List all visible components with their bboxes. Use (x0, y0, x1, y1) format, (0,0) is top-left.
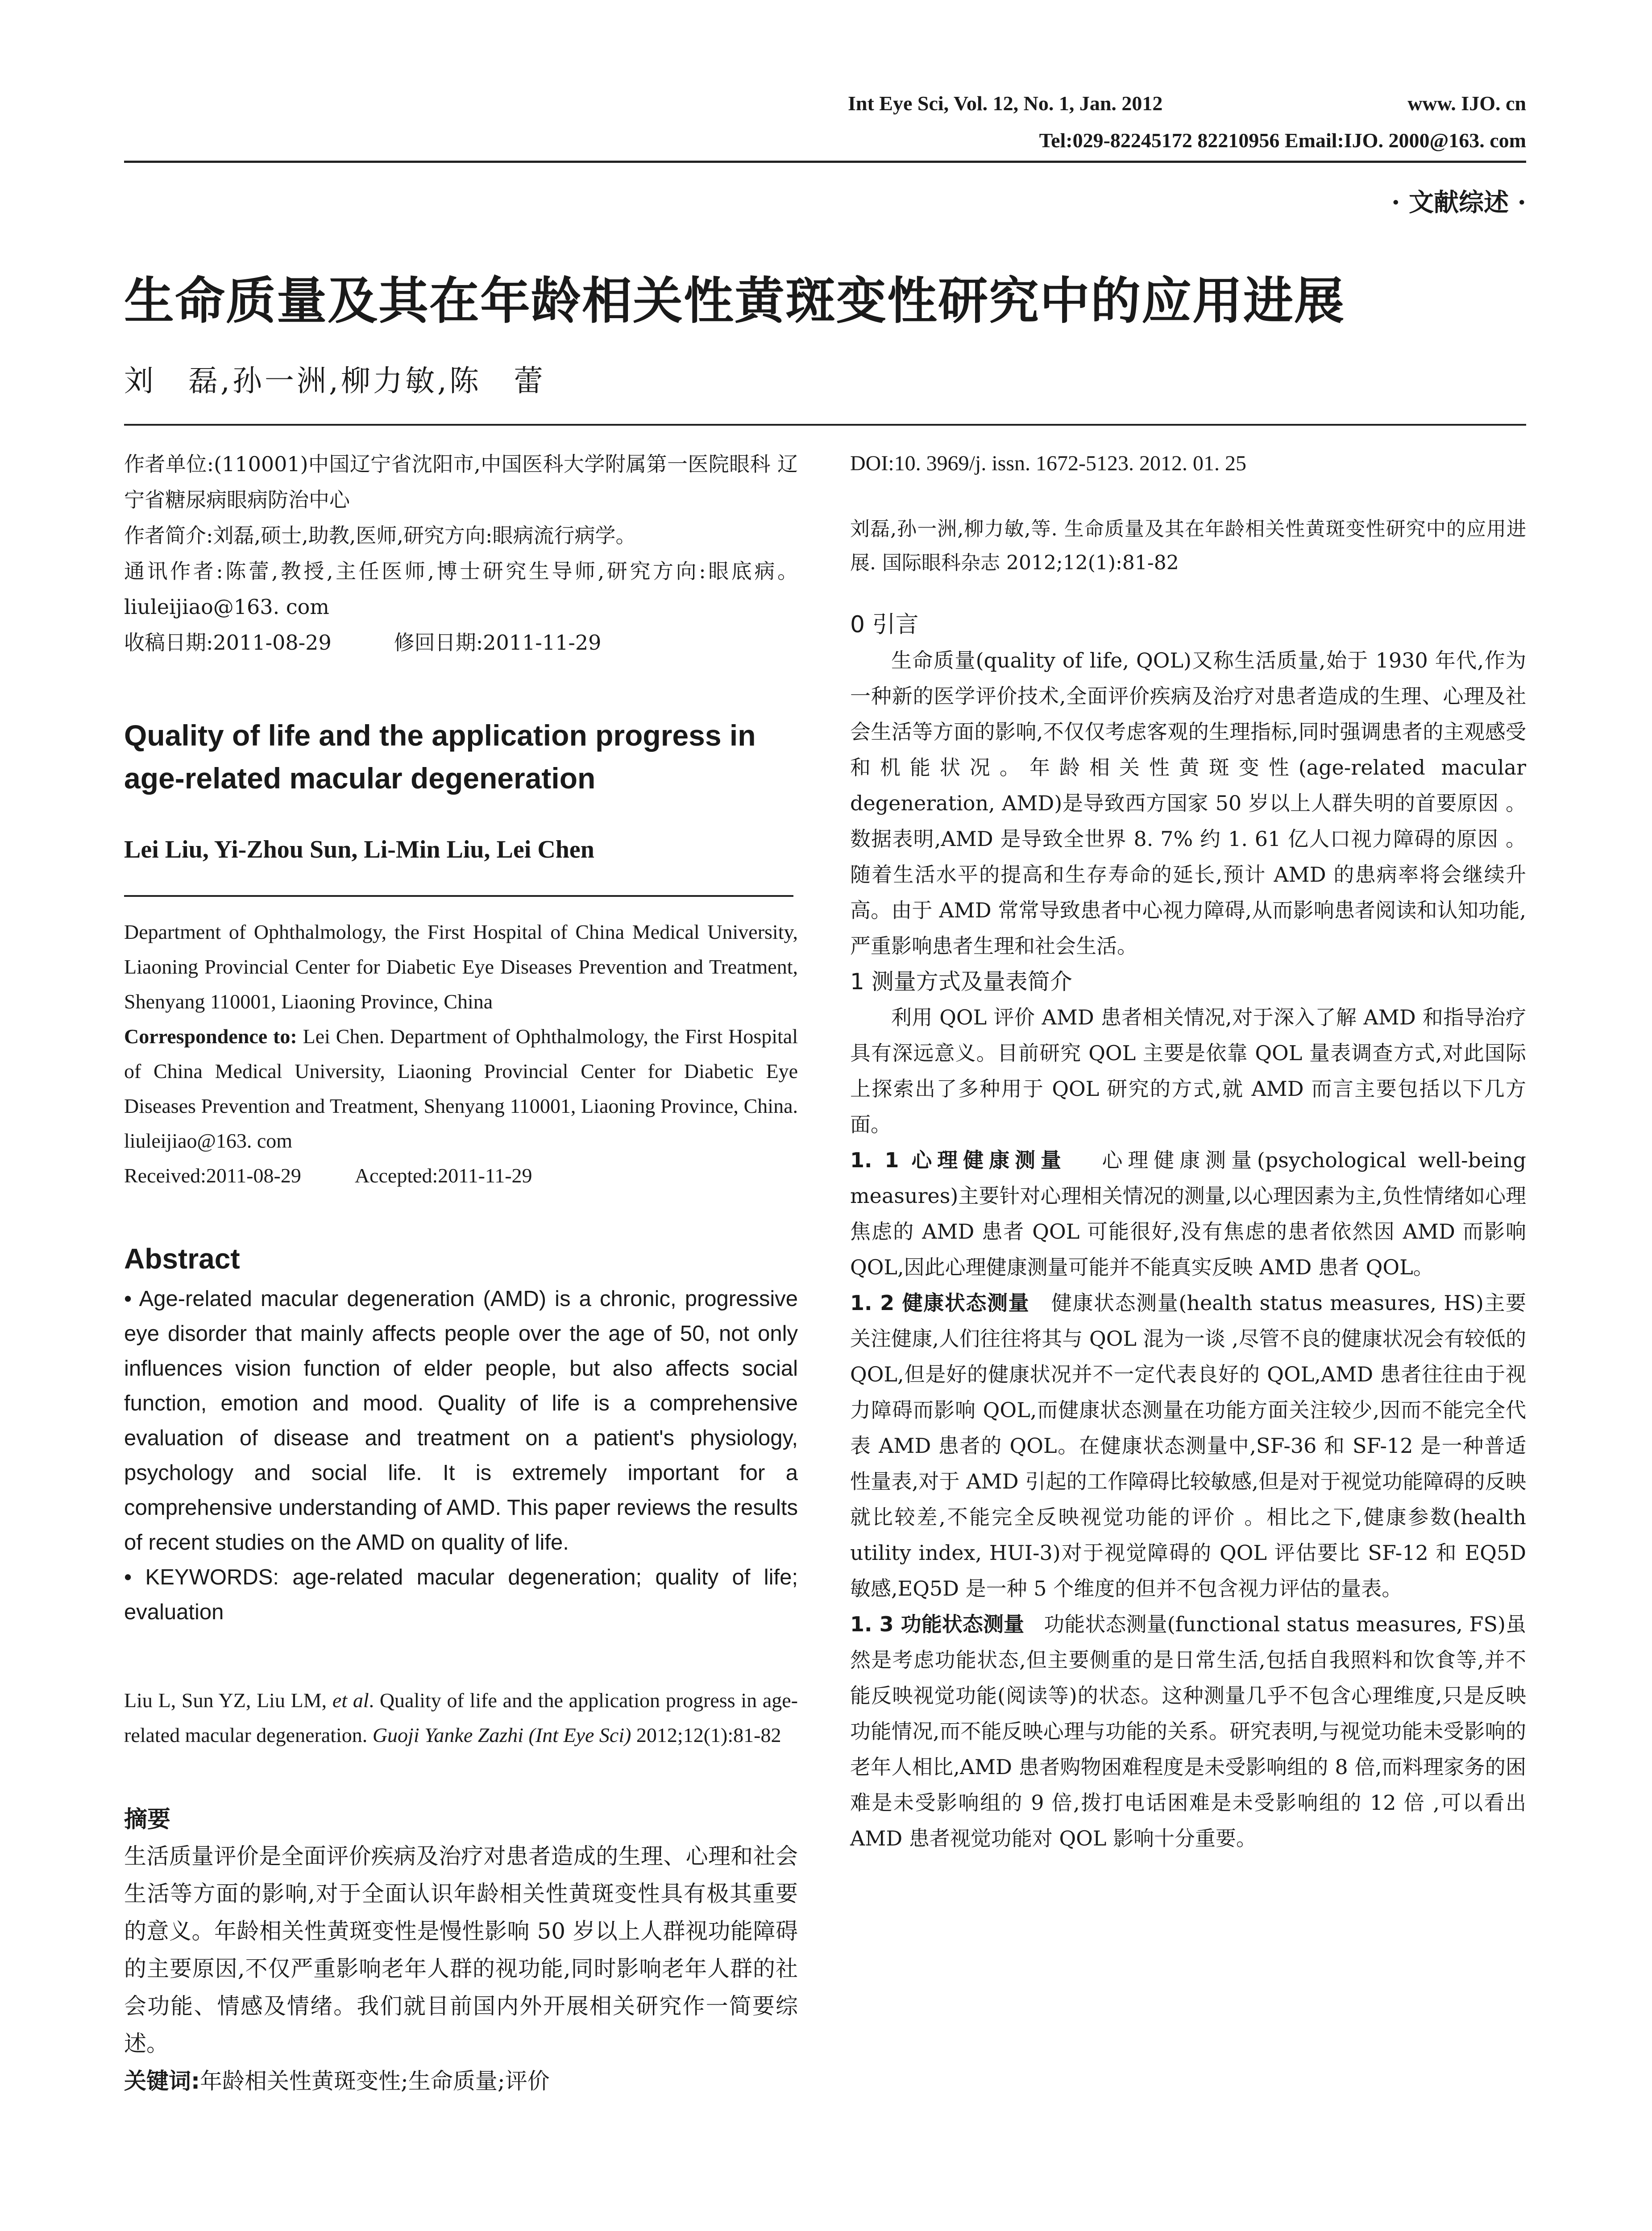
dates-cn (124, 625, 798, 660)
left-column (124, 446, 798, 2100)
correspondence-text: Lei Chen. Department of Ophthalmology, the First Hospital of China Medical University, Liaoning Provincial Center for Diabetic Eye Diseases Prevention and Treatment, Shenyang 110001, Liaoning Province, China. liuleijiao@163. com (124, 1025, 798, 1152)
authors-rule (124, 895, 793, 897)
section-1-2-text: 健康状态测量(health status measures, HS)主要关注健康,人们往往将其与 QOL 混为一谈 ,尽管不良的健康状况会有较低的 QOL,但是好的健康状况并不一定代表良好的 QOL,AMD 患者往往由于视力障碍而影响 QOL,而健康状态测量在功能方面关注较少,因而不能完全代表 AMD 患者的 QOL。在健康状态测量中,SF-36 和 SF-12 是一种普适性量表,对于 AMD 引起的工作障碍比较敏感,但是对于视觉功能障碍的反映就比较差,不能完全反映视觉功能的评价 。相比之下,健康参数(health utility index, HUI-3)对于视觉障碍的 QOL 评估要比 SF-12 和 EQ5D 敏感,EQ5D 是一种 5 个维度的但并不包含视力评估的量表。 (850, 1291, 1526, 1601)
doi: DOI:10. 3969/j. issn. 1672-5123. 2012. 01. 25 (850, 452, 1246, 475)
english-dates (124, 1158, 798, 1193)
article-title: 生命质量及其在年龄相关性黄斑变性研究中的应用进展 (124, 272, 1345, 330)
english-title: Quality of life and the application progress in age-related macular degeneration (124, 719, 756, 795)
citation-title: . Quality of life and the application progress in age-related macular degeneration. (124, 1689, 798, 1746)
section-1-2 (850, 1285, 1526, 1606)
citation-volume: 2012;12(1):81-82 (631, 1724, 781, 1746)
revised-date-cn: 修回日期:2011-11-29 (394, 630, 602, 655)
english-authors: Lei Liu, Yi-Zhou Sun, Li-Min Liu, Lei Chen (124, 836, 594, 863)
correspondence-label: Correspondence to: (124, 1025, 297, 1048)
author-bio-cn: 作者简介:刘磊,硕士,助教,医师,研究方向:眼病流行病学。 (124, 523, 636, 547)
right-column (850, 446, 1526, 1856)
article-category: · 文献综述 · (1391, 188, 1526, 217)
section-1-1-text: 心理健康测量(psychological well-being measures)主要针对心理相关情况的测量,以心理因素为主,负性情绪如心理焦虑的 AMD 患者 QOL 可能很好,没有焦虑的患者依然因 AMD 而影响 QOL,因此心理健康测量可能并不能真实反映 AMD 患者 QOL。 (850, 1148, 1526, 1279)
section-1-heading: 1 测量方式及量表简介 (850, 969, 1072, 995)
header-rule (124, 161, 1526, 163)
english-affiliation: Department of Ophthalmology, the First Hospital of China Medical University, Liaoning Provincial Center for Diabetic Eye Diseases Prevention and Treatment, Shenyang 110001, Liaoning Province, China (124, 921, 798, 1013)
chinese-keywords (124, 2062, 798, 2100)
section-1-text: 利用 QOL 评价 AMD 患者相关情况,对于深入了解 AMD 和指导治疗具有深远意义。目前研究 QOL 主要是依靠 QOL 量表调查方式,对此国际上探索出了多种用于 QOL 研究的方式,就 AMD 而言主要包括以下几方面。 (850, 1005, 1526, 1136)
section-1-2-heading: 1. 2 健康状态测量 (850, 1291, 1030, 1315)
affiliation-cn: 作者单位:(110001)中国辽宁省沈阳市,中国医科大学附属第一医院眼科 辽宁省糖尿病眼病防治中心 (124, 452, 798, 512)
abstract-text: • Age-related macular degeneration (AMD) is a chronic, progressive eye disorder that mainly affects people over the age of 50, not only influences vision function of elder people, but also affects social function, emotion and mood. Quality of life is a comprehensive evaluation of disease and treatment on a patient's physiology, psychology and social life. It is extremely important for a comprehensive understanding of AMD. This paper reviews the results of recent studies on the AMD on quality of life. (124, 1287, 798, 1555)
english-accepted: Accepted:2011-11-29 (354, 1164, 532, 1187)
chinese-abstract-heading: 摘要 (124, 1806, 171, 1833)
english-citation (124, 1683, 798, 1753)
chinese-citation: 刘磊,孙一洲,柳力敏,等. 生命质量及其在年龄相关性黄斑变性研究中的应用进展. 国际眼科杂志 2012;12(1):81-82 (850, 518, 1526, 574)
section-0-text: 生命质量(quality of life, QOL)又称生活质量,始于 1930 年代,作为一种新的医学评价技术,全面评价疾病及治疗对患者造成的生理、心理及社会生活等方面的影响,不仅仅考虑客观的生理指标,同时强调患者的主观感受和机能状况。年龄相关性黄斑变性(age-related macular degeneration, AMD)是导致西方国家 50 岁以上人群失明的首要原因 。数据表明,AMD 是导致全世界 8. 7% 约 1. 61 亿人口视力障碍的原因 。随着生活水平的提高和生存寿命的延长,预计 AMD 的患病率将会继续升高。由于 AMD 常常导致患者中心视力障碍,从而影响患者阅读和认知功能,严重影响患者生理和社会生活。 (850, 648, 1526, 958)
citation-journal: Guoji Yanke Zazhi (Int Eye Sci) (372, 1724, 631, 1746)
journal-header: Int Eye Sci, Vol. 12, No. 1, Jan. 2012 (848, 92, 1163, 115)
section-0-heading: 0 引言 (850, 611, 919, 638)
journal-website: www. IJO. cn (1407, 92, 1526, 115)
section-1-3-text: 功能状态测量(functional status measures, FS)虽然是考虑功能状态,但主要侧重的是日常生活,包括自我照料和饮食等,并不能反映视觉功能(阅读等)的状态。这种测量几乎不包含心理维度,只是反映功能情况,而不能反映心理与功能的关系。研究表明,与视觉功能未受影响的老年人相比,AMD 患者购物困难程度是未受影响组的 8 倍,而料理家务的困难是未受影响组的 9 倍,拨打电话困难是未受影响组的 12 倍 ,可以看出 AMD 患者视觉功能对 QOL 影响十分重要。 (850, 1612, 1526, 1850)
received-date-cn: 收稿日期:2011-08-29 (124, 630, 332, 655)
corresponding-author-cn: 通讯作者:陈蕾,教授,主任医师,博士研究生导师,研究方向:眼底病。liuleijiao@163. com (124, 559, 798, 619)
correspondence (124, 1019, 798, 1158)
section-1-3 (850, 1606, 1526, 1856)
chinese-abstract-text: 生活质量评价是全面评价疾病及治疗对患者造成的生理、心理和社会生活等方面的影响,对于全面认识年龄相关性黄斑变性具有极其重要的意义。年龄相关性黄斑变性是慢性影响 50 岁以上人群视功能障碍的主要原因,不仅严重影响老年人群的视功能,同时影响老年人群的社会功能、情感及情绪。我们就目前国内外开展相关研究作一简要综述。 (124, 1843, 798, 2057)
authors-cn: 刘 磊,孙一洲,柳力敏,陈 蕾 (124, 364, 546, 398)
citation-etal: et al (332, 1689, 369, 1712)
english-received: Received:2011-08-29 (124, 1164, 301, 1187)
citation-authors: Liu L, Sun YZ, Liu LM, (124, 1689, 332, 1712)
abstract-keywords: • KEYWORDS: age-related macular degeneration; quality of life; evaluation (124, 1565, 798, 1624)
chinese-keywords-label: 关键词: (124, 2068, 200, 2094)
section-1-1-heading: 1. 1 心理健康测量 (850, 1148, 1067, 1172)
section-1-1 (850, 1142, 1526, 1285)
section-1-3-heading: 1. 3 功能状态测量 (850, 1612, 1025, 1636)
chinese-keywords-text: 年龄相关性黄斑变性;生命质量;评价 (200, 2068, 550, 2094)
title-rule (124, 424, 1526, 426)
abstract-heading: Abstract (124, 1243, 240, 1275)
journal-contact: Tel:029-82245172 82210956 Email:IJO. 2000@163. com (1039, 129, 1526, 152)
